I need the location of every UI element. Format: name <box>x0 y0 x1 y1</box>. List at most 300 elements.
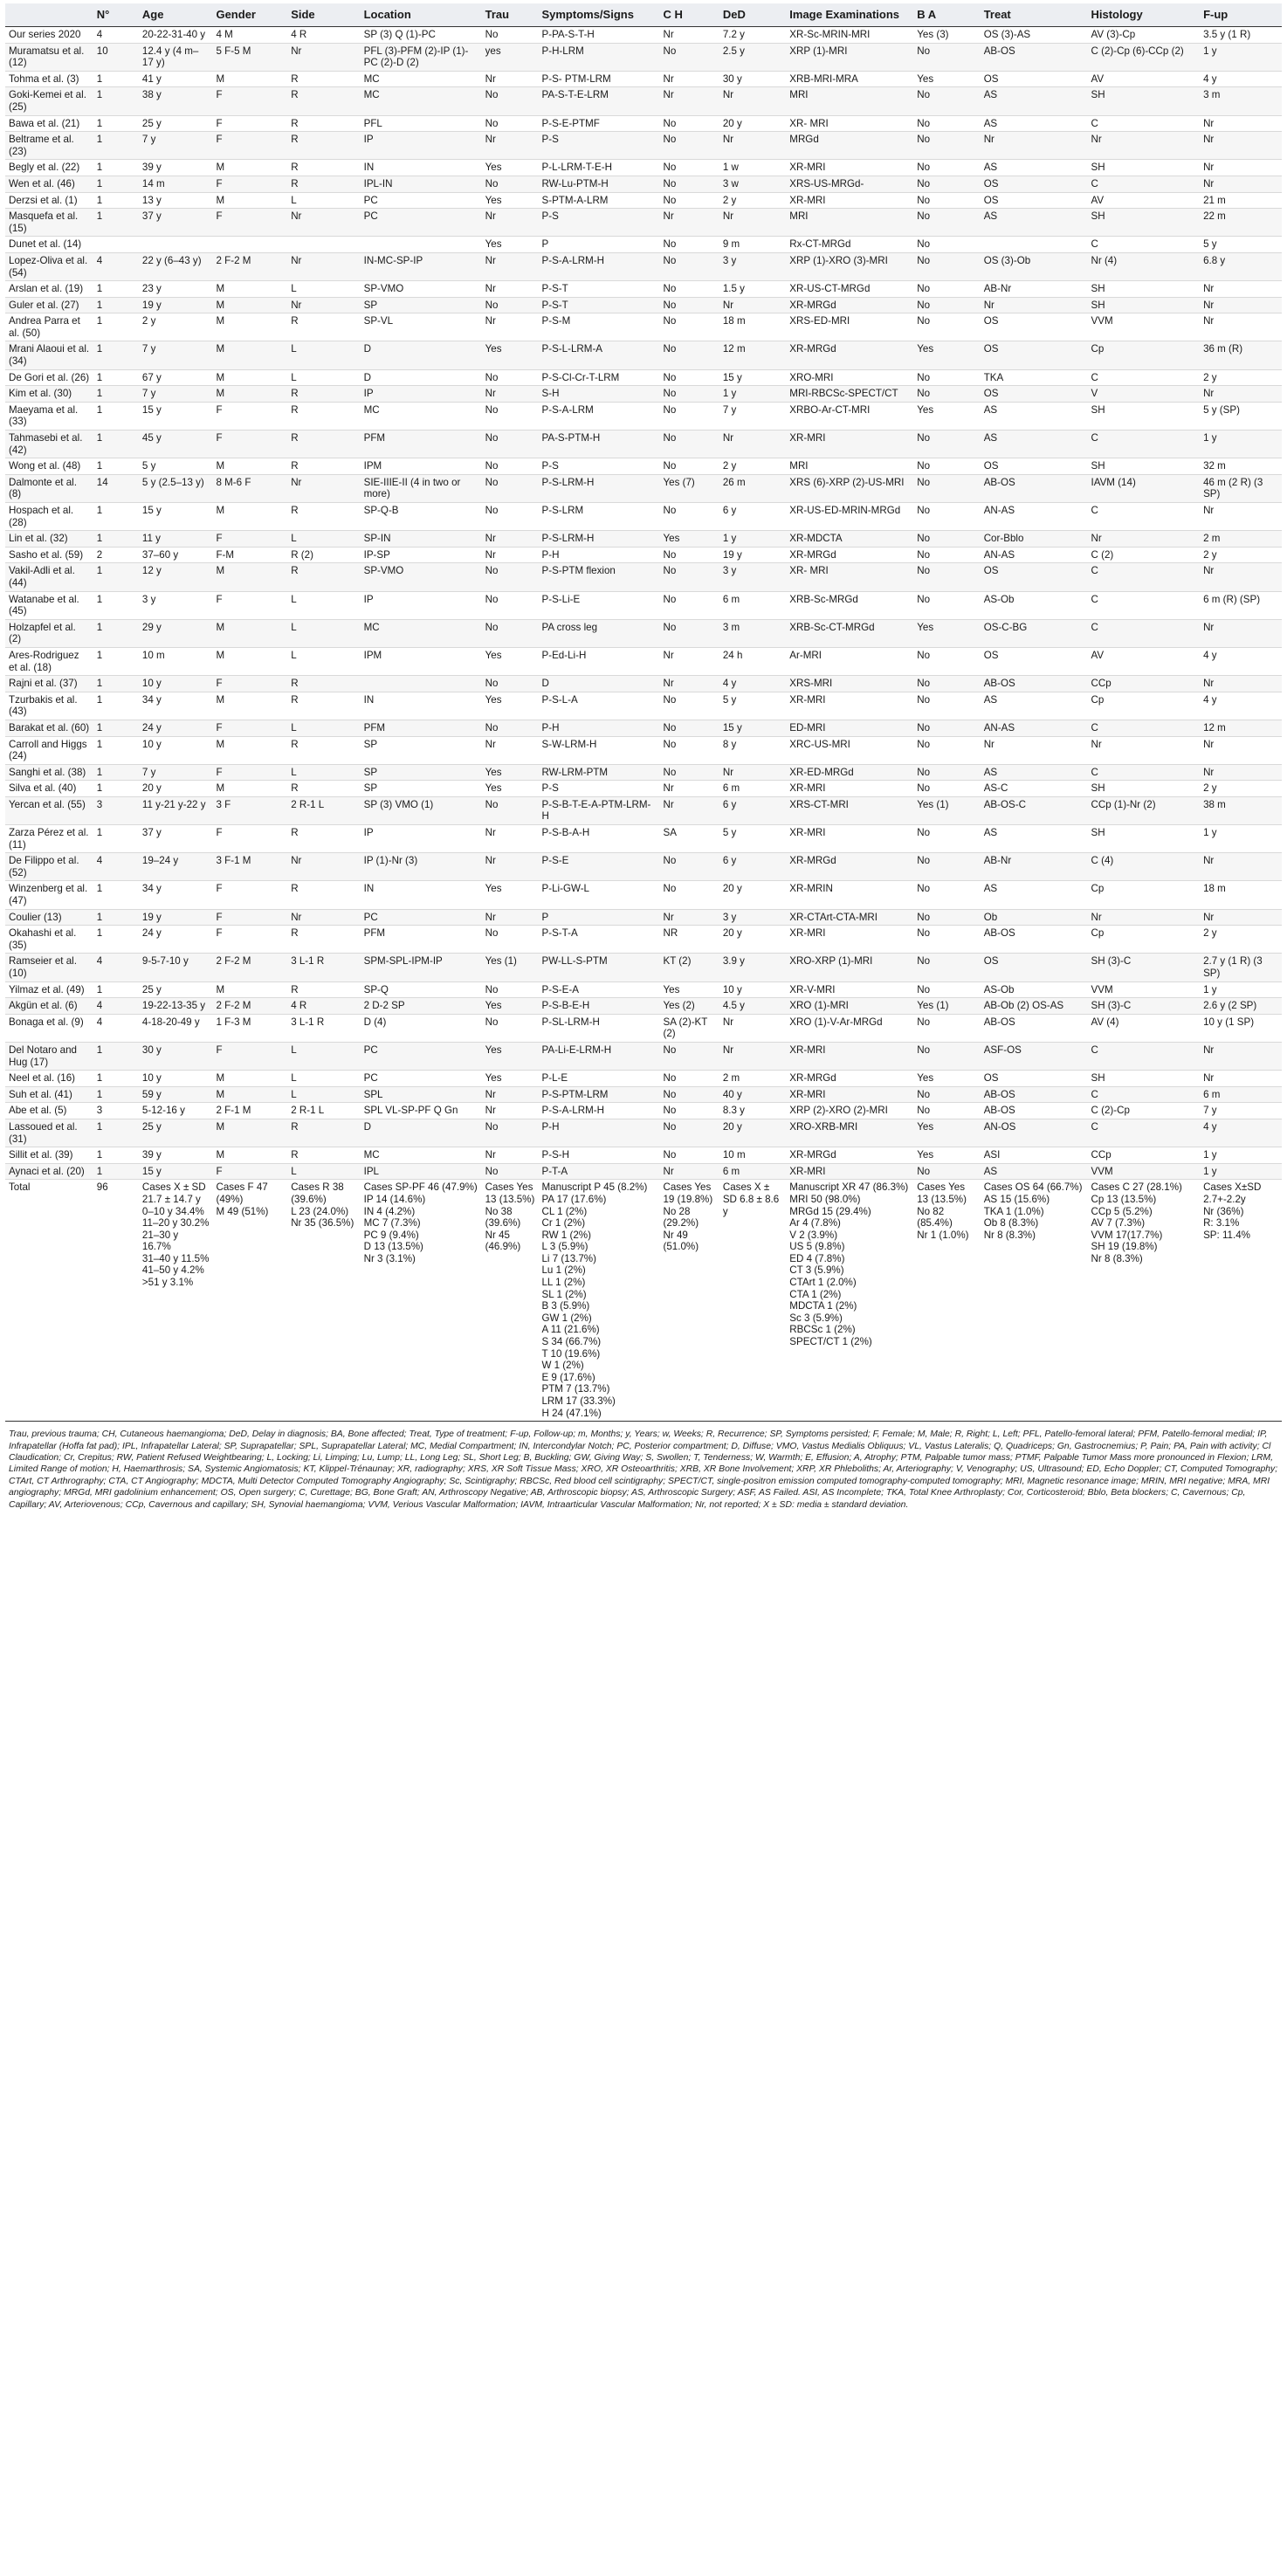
table-cell: Cases C 27 (28.1%) Cp 13 (13.5%) CCp 5 (5.2%) AV 7 (7.3%) VVM 17(17.7%) SH 19 (19.8%) Nr 8 (8.3%) <box>1087 1180 1200 1422</box>
table-cell: F <box>212 881 287 909</box>
table-cell: Yes <box>913 71 980 87</box>
table-cell: 4 y <box>719 676 786 692</box>
table-cell: Nr <box>482 313 539 341</box>
column-header-11: B A <box>913 3 980 27</box>
table-cell: 10 m <box>139 647 213 675</box>
table-cell: XR-MRGd <box>786 1071 913 1087</box>
table-cell: PW-LL-S-PTM <box>538 954 659 981</box>
table-cell: XRB-Sc-CT-MRGd <box>786 619 913 647</box>
table-row <box>5 160 1282 176</box>
table-cell: AS <box>981 881 1088 909</box>
table-row <box>5 998 1282 1015</box>
table-cell: 1 y <box>1200 430 1282 458</box>
table-cell: M <box>212 647 287 675</box>
table-cell: 2.6 y (2 SP) <box>1200 998 1282 1015</box>
table-cell: 1 <box>93 781 139 797</box>
table-cell: 5-12-16 y <box>139 1103 213 1119</box>
table-cell: AN-AS <box>981 720 1088 736</box>
table-row <box>5 176 1282 192</box>
table-cell: IP <box>361 825 482 853</box>
table-cell: 24 y <box>139 926 213 954</box>
table-cell: M <box>212 1147 287 1164</box>
table-cell: R <box>287 458 360 475</box>
table-cell: XRB-Sc-MRGd <box>786 591 913 619</box>
table-cell: yes <box>482 43 539 71</box>
table-cell: IPL <box>361 1163 482 1180</box>
table-cell: P-S <box>538 132 659 160</box>
table-cell: XR- MRI <box>786 115 913 132</box>
table-row <box>5 1180 1282 1422</box>
table-cell: Nr <box>482 1147 539 1164</box>
table-cell: No <box>913 209 980 237</box>
table-cell: No <box>659 369 719 386</box>
table-cell: Yes (1) <box>482 954 539 981</box>
table-cell: 3.5 y (1 R) <box>1200 27 1282 44</box>
table-cell: Cases SP-PF 46 (47.9%) IP 14 (14.6%) IN 4 (4.2%) MC 7 (7.3%) PC 9 (9.4%) D 13 (13.5%) Nr 3 (3.1%) <box>361 1180 482 1422</box>
table-cell: AB-Nr <box>981 281 1088 298</box>
table-cell: Manuscript XR 47 (86.3%) MRI 50 (98.0%) MRGd 15 (29.4%) Ar 4 (7.8%) V 2 (3.9%) US 5 (9.8%) ED 4 (7.8%) CT 3 (5.9%) CTArt 1 (2.0%) CTA 1 (2%) MDCTA 1 (2%) Sc 3 (5.9%) RBCSc 1 (2%) SPECT/CT 1 (2%) <box>786 1180 913 1422</box>
table-cell: Yes <box>913 619 980 647</box>
table-cell: 29 y <box>139 619 213 647</box>
table-cell: 12 m <box>1200 720 1282 736</box>
row-study-cell: Bawa et al. (21) <box>5 115 93 132</box>
table-cell: R <box>287 563 360 591</box>
table-cell: P-S-T-A <box>538 926 659 954</box>
column-header-13: Histology <box>1087 3 1200 27</box>
table-cell: D <box>361 1119 482 1147</box>
table-cell: P-S-M <box>538 313 659 341</box>
table-cell: 3 <box>93 796 139 824</box>
table-cell: Nr <box>1200 1071 1282 1087</box>
table-cell: L <box>287 720 360 736</box>
table-cell: XR-MRI <box>786 430 913 458</box>
table-cell: 18 m <box>1200 881 1282 909</box>
table-cell: R <box>287 402 360 430</box>
table-cell: AV (3)-Cp <box>1087 27 1200 44</box>
table-cell: 1 <box>93 676 139 692</box>
table-row <box>5 297 1282 313</box>
table-cell: P-S- PTM-LRM <box>538 71 659 87</box>
table-cell: P-S-T <box>538 297 659 313</box>
table-cell <box>361 237 482 253</box>
table-cell: No <box>482 474 539 502</box>
table-cell: NR <box>659 926 719 954</box>
row-study-cell: Arslan et al. (19) <box>5 281 93 298</box>
table-cell: Yes <box>482 692 539 720</box>
table-cell: C (4) <box>1087 853 1200 881</box>
table-cell: 1 <box>93 132 139 160</box>
table-cell: No <box>482 503 539 531</box>
table-cell: Yes <box>482 160 539 176</box>
table-cell: No <box>659 192 719 209</box>
table-cell: V <box>1087 386 1200 403</box>
table-cell: SP-VL <box>361 313 482 341</box>
table-cell: 6 m <box>719 781 786 797</box>
table-cell: 1 <box>93 341 139 369</box>
table-cell: Yes <box>482 341 539 369</box>
table-row <box>5 1014 1282 1042</box>
table-row <box>5 1086 1282 1103</box>
table-cell: 1 <box>93 402 139 430</box>
table-cell: P-S-E-A <box>538 981 659 998</box>
row-study-cell: Total <box>5 1180 93 1422</box>
table-cell: R <box>287 736 360 764</box>
column-header-6: Trau <box>482 3 539 27</box>
table-cell: No <box>659 341 719 369</box>
table-cell: No <box>913 981 980 998</box>
table-cell: P-H <box>538 1119 659 1147</box>
table-cell: P-S-Cl-Cr-T-LRM <box>538 369 659 386</box>
table-cell: AB-OS <box>981 1086 1088 1103</box>
table-cell: No <box>482 402 539 430</box>
table-cell: 22 m <box>1200 209 1282 237</box>
table-cell: P-L-LRM-T-E-H <box>538 160 659 176</box>
table-cell: 9-5-7-10 y <box>139 954 213 981</box>
table-cell: R <box>287 926 360 954</box>
table-cell: No <box>913 115 980 132</box>
table-cell: R <box>287 132 360 160</box>
row-study-cell: Maeyama et al. (33) <box>5 402 93 430</box>
row-study-cell: Goki-Kemei et al. (25) <box>5 87 93 115</box>
table-cell: 5 F-5 M <box>212 43 287 71</box>
table-cell: No <box>913 1086 980 1103</box>
table-cell: SA <box>659 825 719 853</box>
column-header-0 <box>5 3 93 27</box>
table-cell: 1 <box>93 1086 139 1103</box>
table-cell: XRS-US-MRGd- <box>786 176 913 192</box>
table-cell: XR-MRI <box>786 825 913 853</box>
column-header-1: N° <box>93 3 139 27</box>
table-row <box>5 954 1282 981</box>
table-row <box>5 796 1282 824</box>
table-cell: C (2) <box>1087 547 1200 563</box>
table-cell: 5 y <box>139 458 213 475</box>
table-cell: D <box>361 341 482 369</box>
table-cell: XR-MRI <box>786 1086 913 1103</box>
table-cell: 20-22-31-40 y <box>139 27 213 44</box>
table-cell: M <box>212 619 287 647</box>
table-row <box>5 853 1282 881</box>
table-cell: SPM-SPL-IPM-IP <box>361 954 482 981</box>
table-cell: 24 y <box>139 720 213 736</box>
table-cell: R <box>287 87 360 115</box>
table-cell: 20 y <box>719 881 786 909</box>
table-cell: Nr (4) <box>1087 252 1200 280</box>
table-cell: 3 y <box>139 591 213 619</box>
table-cell: Yes <box>482 881 539 909</box>
table-cell: No <box>482 563 539 591</box>
table-cell: Nr <box>1200 619 1282 647</box>
table-cell: 2 y <box>719 458 786 475</box>
column-header-3: Gender <box>212 3 287 27</box>
table-cell: 7.2 y <box>719 27 786 44</box>
table-cell: L <box>287 764 360 781</box>
table-cell: M <box>212 563 287 591</box>
table-cell: Nr <box>482 1103 539 1119</box>
table-cell: F <box>212 176 287 192</box>
table-cell: P-S-A-LRM <box>538 402 659 430</box>
table-cell: No <box>913 781 980 797</box>
table-cell: No <box>482 1163 539 1180</box>
row-study-cell: Bonaga et al. (9) <box>5 1014 93 1042</box>
row-study-cell: Tahmasebi et al. (42) <box>5 430 93 458</box>
table-cell: XR-US-CT-MRGd <box>786 281 913 298</box>
table-cell: 1 <box>93 369 139 386</box>
table-cell: SH <box>1087 781 1200 797</box>
table-cell: No <box>913 764 980 781</box>
table-cell: Nr <box>719 209 786 237</box>
table-cell: L <box>287 647 360 675</box>
table-cell: IP (1)-Nr (3) <box>361 853 482 881</box>
table-cell: 38 m <box>1200 796 1282 824</box>
table-cell: Cases F 47 (49%) M 49 (51%) <box>212 1180 287 1422</box>
table-cell: SP (3) VMO (1) <box>361 796 482 824</box>
row-study-cell: Abe et al. (5) <box>5 1103 93 1119</box>
row-study-cell: Sanghi et al. (38) <box>5 764 93 781</box>
table-cell: 10 <box>93 43 139 71</box>
row-study-cell: Dunet et al. (14) <box>5 237 93 253</box>
table-cell: 1 <box>93 881 139 909</box>
table-cell: MC <box>361 87 482 115</box>
table-cell: OS (3)-AS <box>981 27 1088 44</box>
table-cell: 2 y <box>139 313 213 341</box>
table-cell: 10 y <box>719 981 786 998</box>
table-cell: 3 y <box>719 909 786 926</box>
table-cell: 1 <box>93 1119 139 1147</box>
table-cell: Yes <box>482 764 539 781</box>
table-cell: 1 <box>93 764 139 781</box>
table-cell: Nr <box>1200 386 1282 403</box>
table-cell: C (2)-Cp (6)-CCp (2) <box>1087 43 1200 71</box>
table-cell: No <box>913 1103 980 1119</box>
table-cell: P-S <box>538 458 659 475</box>
table-cell: Nr <box>287 209 360 237</box>
table-cell <box>361 676 482 692</box>
table-cell: AS <box>981 115 1088 132</box>
table-cell: XR-MRI <box>786 1042 913 1070</box>
table-cell: IP <box>361 132 482 160</box>
table-cell: P-L-E <box>538 1071 659 1087</box>
table-cell: No <box>913 252 980 280</box>
table-cell: AS <box>981 87 1088 115</box>
table-cell: P-S-LRM-H <box>538 474 659 502</box>
table-cell: PC <box>361 1042 482 1070</box>
table-cell: No <box>913 547 980 563</box>
table-cell: AS <box>981 402 1088 430</box>
table-cell: OS <box>981 176 1088 192</box>
table-row <box>5 474 1282 502</box>
table-cell: AB-OS <box>981 676 1088 692</box>
table-cell: AB-OS <box>981 1014 1088 1042</box>
table-cell: 1 <box>93 909 139 926</box>
table-row <box>5 369 1282 386</box>
table-cell: Yes (1) <box>913 998 980 1015</box>
table-cell: 22 y (6–43 y) <box>139 252 213 280</box>
table-cell: 13 y <box>139 192 213 209</box>
table-row <box>5 531 1282 548</box>
table-cell: M <box>212 736 287 764</box>
table-cell: C <box>1087 503 1200 531</box>
table-cell: XRS-CT-MRI <box>786 796 913 824</box>
table-cell: R <box>287 881 360 909</box>
table-cell: No <box>659 1071 719 1087</box>
table-cell: 2 F-2 M <box>212 252 287 280</box>
table-cell: Nr <box>659 781 719 797</box>
table-cell: IN <box>361 692 482 720</box>
table-cell: No <box>659 692 719 720</box>
table-cell: SPL VL-SP-PF Q Gn <box>361 1103 482 1119</box>
table-cell: No <box>659 176 719 192</box>
table-cell: Nr <box>287 474 360 502</box>
table-cell: VVM <box>1087 981 1200 998</box>
table-cell: AS <box>981 825 1088 853</box>
table-header <box>5 3 1282 27</box>
table-cell: 24 h <box>719 647 786 675</box>
table-cell: XRO (1)-MRI <box>786 998 913 1015</box>
table-cell: R <box>287 692 360 720</box>
table-cell: Cases R 38 (39.6%) L 23 (24.0%) Nr 35 (36.5%) <box>287 1180 360 1422</box>
table-cell: 3 F-1 M <box>212 853 287 881</box>
table-cell: No <box>482 87 539 115</box>
table-cell: ED-MRI <box>786 720 913 736</box>
table-cell: PFM <box>361 430 482 458</box>
table-cell: SP <box>361 781 482 797</box>
row-study-cell: Lin et al. (32) <box>5 531 93 548</box>
table-cell: L <box>287 1071 360 1087</box>
table-cell: 7 y <box>139 132 213 160</box>
table-cell: F <box>212 764 287 781</box>
table-cell: Nr <box>1200 281 1282 298</box>
table-cell: 1 <box>93 87 139 115</box>
column-header-14: F-up <box>1200 3 1282 27</box>
table-cell: AS-C <box>981 781 1088 797</box>
table-cell: 3.9 y <box>719 954 786 981</box>
table-cell: Yes <box>482 1042 539 1070</box>
table-row <box>5 591 1282 619</box>
table-cell: 2 y <box>1200 781 1282 797</box>
table-cell: MRI <box>786 87 913 115</box>
table-cell: No <box>913 926 980 954</box>
table-cell: AN-AS <box>981 547 1088 563</box>
table-cell: M <box>212 692 287 720</box>
table-cell: 15 y <box>139 1163 213 1180</box>
table-cell: C <box>1087 619 1200 647</box>
table-cell: P-S <box>538 781 659 797</box>
table-cell: 1 y <box>1200 981 1282 998</box>
row-study-cell: Yercan et al. (55) <box>5 796 93 824</box>
table-row <box>5 676 1282 692</box>
table-cell: Nr <box>1087 736 1200 764</box>
table-cell: 67 y <box>139 369 213 386</box>
table-cell: VVM <box>1087 1163 1200 1180</box>
table-cell: R <box>287 71 360 87</box>
table-cell: 14 <box>93 474 139 502</box>
table-cell: 12 m <box>719 341 786 369</box>
table-cell: No <box>659 563 719 591</box>
table-cell: No <box>659 313 719 341</box>
table-cell: No <box>659 720 719 736</box>
table-cell: IPL-IN <box>361 176 482 192</box>
table-cell: 19–24 y <box>139 853 213 881</box>
table-cell: Nr <box>1087 909 1200 926</box>
table-cell: 2 m <box>719 1071 786 1087</box>
table-cell: P-S-B-A-H <box>538 825 659 853</box>
table-cell: R <box>287 981 360 998</box>
table-cell: F <box>212 1042 287 1070</box>
table-cell: IP <box>361 386 482 403</box>
table-cell: No <box>482 176 539 192</box>
table-cell: No <box>482 27 539 44</box>
table-cell: R <box>287 503 360 531</box>
table-cell <box>139 237 213 253</box>
table-cell: M <box>212 781 287 797</box>
table-cell: Rx-CT-MRGd <box>786 237 913 253</box>
table-cell: No <box>659 619 719 647</box>
table-cell: SP-Q <box>361 981 482 998</box>
table-cell: Nr <box>1200 297 1282 313</box>
table-cell: 1 <box>93 192 139 209</box>
table-cell: XR-MRGd <box>786 1147 913 1164</box>
table-cell: Nr <box>287 297 360 313</box>
table-cell: L <box>287 341 360 369</box>
table-cell: SA (2)-KT (2) <box>659 1014 719 1042</box>
table-cell: L <box>287 1042 360 1070</box>
table-cell: No <box>913 954 980 981</box>
table-cell: XR-MRGd <box>786 297 913 313</box>
table-cell: F <box>212 591 287 619</box>
table-cell: No <box>913 563 980 591</box>
table-row <box>5 736 1282 764</box>
table-cell: IP <box>361 591 482 619</box>
table-cell: MC <box>361 1147 482 1164</box>
table-cell: 15 y <box>719 369 786 386</box>
table-cell: P-Ed-Li-H <box>538 647 659 675</box>
row-study-cell: Derzsi et al. (1) <box>5 192 93 209</box>
table-cell: P-PA-S-T-H <box>538 27 659 44</box>
table-cell: 7 y <box>719 402 786 430</box>
table-body <box>5 27 1282 1422</box>
table-cell: IPM <box>361 647 482 675</box>
table-cell: Cases Yes 13 (13.5%) No 82 (85.4%) Nr 1 (1.0%) <box>913 1180 980 1422</box>
table-cell: SH <box>1087 160 1200 176</box>
table-cell: 10 y (1 SP) <box>1200 1014 1282 1042</box>
row-study-cell: Sillit et al. (39) <box>5 1147 93 1164</box>
table-cell: XRO-MRI <box>786 369 913 386</box>
table-cell: 4 <box>93 954 139 981</box>
table-cell: OS <box>981 386 1088 403</box>
table-cell: No <box>913 43 980 71</box>
table-cell: M <box>212 503 287 531</box>
table-cell: No <box>913 1014 980 1042</box>
table-cell: 5 y <box>1200 237 1282 253</box>
table-row <box>5 909 1282 926</box>
table-cell: No <box>659 1119 719 1147</box>
table-cell: C <box>1087 369 1200 386</box>
table-cell: P-S-E <box>538 853 659 881</box>
table-row <box>5 43 1282 71</box>
table-cell: Nr <box>1200 736 1282 764</box>
table-row <box>5 1103 1282 1119</box>
table-cell: M <box>212 458 287 475</box>
table-cell: R <box>287 386 360 403</box>
column-header-12: Treat <box>981 3 1088 27</box>
table-cell: Nr <box>1200 132 1282 160</box>
row-study-cell: Tzurbakis et al. (43) <box>5 692 93 720</box>
table-cell: 6 m <box>719 591 786 619</box>
table-cell: 20 y <box>719 1119 786 1147</box>
row-study-cell: Akgün et al. (6) <box>5 998 93 1015</box>
table-cell: ASI <box>981 1147 1088 1164</box>
